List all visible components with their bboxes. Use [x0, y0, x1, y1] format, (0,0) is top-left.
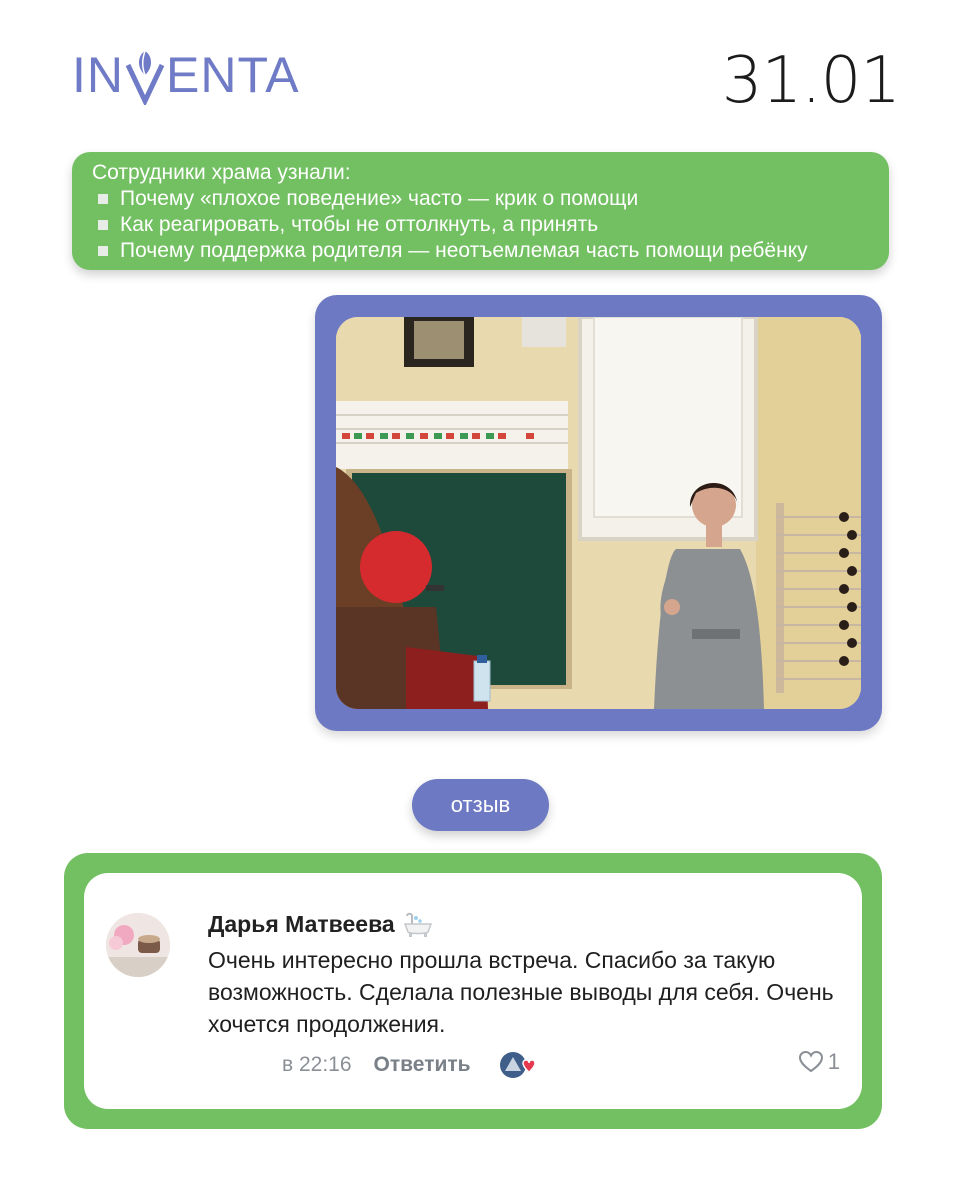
list-item [92, 238, 869, 264]
square-bullet-icon [98, 194, 108, 204]
info-list [92, 186, 869, 264]
event-date: 31.01 [721, 44, 900, 118]
like-count: 1 [827, 1049, 840, 1074]
logo-text-right: ENTA [166, 47, 300, 103]
review-frame [64, 853, 882, 1129]
review-card [84, 873, 862, 1109]
review-text: Очень интересно прошла встреча. Спасибо за такую возможность. Сделала полезные выводы для себя. Очень хочется продолжения. [208, 947, 834, 1037]
author-name[interactable]: Дарья Матвеева [208, 911, 395, 937]
review-meta [282, 1049, 539, 1081]
list-item [92, 186, 869, 212]
heart-icon [798, 1050, 824, 1074]
info-card [72, 152, 889, 270]
review-label-pill: отзыв [412, 779, 549, 831]
list-item-text: Почему поддержка родителя — неотъемлемая часть помощи ребёнку [120, 239, 808, 262]
like-button[interactable] [798, 1049, 840, 1075]
event-photo [336, 317, 861, 709]
square-bullet-icon [98, 220, 108, 230]
reply-button[interactable]: Ответить [373, 1053, 471, 1076]
info-heading: Сотрудники храма узнали: [92, 161, 351, 184]
list-item-text: Как реагировать, чтобы не оттолкнуть, а принять [120, 213, 599, 236]
photo-frame [315, 295, 882, 731]
review-author[interactable] [208, 911, 433, 938]
bathtub-emoji-icon [403, 912, 433, 938]
list-item [92, 212, 869, 238]
logo-text-left: IN [72, 47, 124, 103]
avatar[interactable] [106, 913, 170, 977]
list-item-text: Почему «плохое поведение» часто — крик о помощи [120, 187, 639, 210]
brand-logo [72, 40, 300, 110]
square-bullet-icon [98, 246, 108, 256]
review-time[interactable]: в 22:16 [282, 1053, 352, 1076]
reactor-avatar-icon[interactable] [499, 1049, 539, 1081]
tulip-v-icon [124, 45, 166, 105]
